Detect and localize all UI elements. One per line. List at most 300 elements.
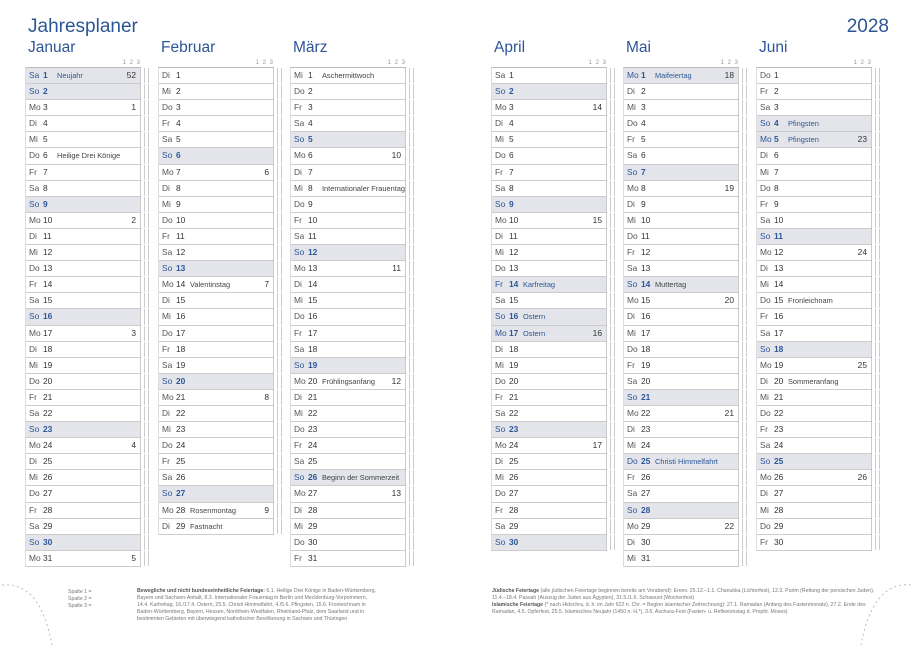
day-row[interactable] [492, 438, 606, 454]
day-cell[interactable] [624, 68, 738, 83]
day-cell[interactable] [26, 293, 140, 308]
spalte-3-cell[interactable] [614, 261, 618, 276]
day-cell[interactable] [624, 406, 738, 421]
day-row[interactable] [26, 245, 140, 261]
day-cell[interactable] [159, 519, 273, 534]
day-row[interactable] [291, 374, 405, 390]
day-cell[interactable] [159, 422, 273, 437]
day-row[interactable] [492, 213, 606, 229]
day-cell[interactable] [26, 261, 140, 276]
day-row[interactable] [492, 390, 606, 406]
day-row[interactable] [291, 181, 405, 197]
spalte-3-cell[interactable] [148, 181, 152, 196]
spalte-3-cell[interactable] [614, 486, 618, 501]
spalte-3-cell[interactable] [614, 116, 618, 131]
spalte-3-cell[interactable] [879, 293, 883, 308]
spalte-3-cell[interactable] [746, 213, 750, 228]
day-cell[interactable] [291, 454, 405, 469]
spalte-3-cell[interactable] [879, 374, 883, 389]
day-cell[interactable] [26, 181, 140, 196]
day-cell[interactable] [624, 470, 738, 485]
day-cell[interactable] [624, 551, 738, 566]
day-row[interactable] [624, 535, 738, 551]
spalte-3-cell[interactable] [281, 293, 285, 308]
day-row[interactable] [159, 438, 273, 454]
spalte-3-cell[interactable] [746, 148, 750, 163]
spalte-3-cell[interactable] [413, 293, 417, 308]
spalte-3-cell[interactable] [746, 245, 750, 260]
day-row[interactable] [159, 165, 273, 181]
day-row[interactable] [757, 309, 871, 325]
spalte-3-cell[interactable] [281, 84, 285, 99]
day-cell[interactable] [624, 358, 738, 373]
day-cell[interactable] [26, 84, 140, 99]
day-row[interactable] [291, 277, 405, 293]
day-cell[interactable] [492, 503, 606, 518]
spalte-3-cell[interactable] [148, 309, 152, 324]
spalte-3-cell[interactable] [879, 197, 883, 212]
spalte-3-cell[interactable] [148, 245, 152, 260]
spalte-3-cell[interactable] [413, 84, 417, 99]
day-row[interactable] [757, 84, 871, 100]
day-row[interactable] [492, 454, 606, 470]
day-row[interactable] [26, 100, 140, 116]
spalte-3-cell[interactable] [879, 326, 883, 341]
day-row[interactable] [26, 293, 140, 309]
day-row[interactable] [26, 132, 140, 148]
day-row[interactable] [492, 68, 606, 84]
spalte-3-cell[interactable] [413, 116, 417, 131]
spalte-3-cell[interactable] [281, 309, 285, 324]
day-cell[interactable] [291, 261, 405, 276]
day-row[interactable] [624, 503, 738, 519]
day-cell[interactable] [159, 277, 273, 292]
day-row[interactable] [492, 84, 606, 100]
spalte-3-cell[interactable] [413, 503, 417, 518]
day-row[interactable] [159, 422, 273, 438]
spalte-3-cell[interactable] [148, 358, 152, 373]
spalte-3-cell[interactable] [879, 229, 883, 244]
spalte-3-cell[interactable] [879, 422, 883, 437]
spalte-3-cell[interactable] [879, 148, 883, 163]
day-row[interactable] [291, 165, 405, 181]
day-cell[interactable] [26, 229, 140, 244]
spalte-3-cell[interactable] [281, 486, 285, 501]
spalte-3-cell[interactable] [281, 503, 285, 518]
spalte-3-cell[interactable] [746, 535, 750, 550]
spalte-3-cell[interactable] [281, 100, 285, 115]
day-cell[interactable] [624, 100, 738, 115]
day-cell[interactable] [757, 486, 871, 501]
day-cell[interactable] [624, 229, 738, 244]
day-row[interactable] [291, 116, 405, 132]
spalte-3-cell[interactable] [413, 326, 417, 341]
spalte-3-cell[interactable] [746, 422, 750, 437]
spalte-3-cell[interactable] [281, 165, 285, 180]
spalte-3-cell[interactable] [879, 245, 883, 260]
day-row[interactable] [757, 406, 871, 422]
spalte-3-cell[interactable] [879, 486, 883, 501]
day-cell[interactable] [757, 116, 871, 131]
day-cell[interactable] [624, 197, 738, 212]
day-row[interactable] [159, 277, 273, 293]
day-row[interactable] [26, 519, 140, 535]
day-row[interactable] [492, 503, 606, 519]
day-row[interactable] [624, 326, 738, 342]
day-cell[interactable] [26, 390, 140, 405]
day-row[interactable] [624, 229, 738, 245]
spalte-3-cell[interactable] [746, 84, 750, 99]
day-cell[interactable] [291, 245, 405, 260]
spalte-3-cell[interactable] [614, 245, 618, 260]
day-row[interactable] [624, 342, 738, 358]
day-cell[interactable] [26, 358, 140, 373]
spalte-3-cell[interactable] [413, 68, 417, 83]
day-row[interactable] [624, 84, 738, 100]
day-row[interactable] [291, 213, 405, 229]
spalte-3-cell[interactable] [614, 519, 618, 534]
day-row[interactable] [492, 293, 606, 309]
day-cell[interactable] [159, 406, 273, 421]
spalte-3-cell[interactable] [281, 454, 285, 469]
spalte-3-cell[interactable] [746, 358, 750, 373]
day-row[interactable] [492, 100, 606, 116]
spalte-3-cell[interactable] [614, 438, 618, 453]
spalte-3-cell[interactable] [148, 261, 152, 276]
day-cell[interactable] [492, 438, 606, 453]
spalte-3-cell[interactable] [413, 406, 417, 421]
day-row[interactable] [757, 229, 871, 245]
spalte-3-cell[interactable] [746, 503, 750, 518]
day-cell[interactable] [492, 293, 606, 308]
spalte-3-cell[interactable] [614, 358, 618, 373]
spalte-3-cell[interactable] [879, 68, 883, 83]
spalte-3-cell[interactable] [614, 309, 618, 324]
spalte-3-cell[interactable] [281, 406, 285, 421]
day-row[interactable] [26, 277, 140, 293]
day-cell[interactable] [26, 422, 140, 437]
spalte-3-cell[interactable] [413, 132, 417, 147]
spalte-3-cell[interactable] [879, 181, 883, 196]
day-row[interactable] [26, 261, 140, 277]
day-cell[interactable] [159, 84, 273, 99]
day-row[interactable] [757, 358, 871, 374]
day-cell[interactable] [291, 309, 405, 324]
spalte-3-cell[interactable] [281, 197, 285, 212]
day-row[interactable] [159, 181, 273, 197]
day-cell[interactable] [159, 197, 273, 212]
day-cell[interactable] [291, 181, 405, 196]
day-cell[interactable] [624, 213, 738, 228]
spalte-3-cell[interactable] [148, 406, 152, 421]
day-row[interactable] [291, 342, 405, 358]
day-row[interactable] [757, 68, 871, 84]
day-cell[interactable] [624, 390, 738, 405]
day-cell[interactable] [492, 374, 606, 389]
day-cell[interactable] [492, 84, 606, 99]
day-row[interactable] [159, 148, 273, 164]
day-row[interactable] [757, 326, 871, 342]
day-cell[interactable] [159, 486, 273, 501]
day-cell[interactable] [159, 165, 273, 180]
day-row[interactable] [291, 406, 405, 422]
day-row[interactable] [757, 454, 871, 470]
day-row[interactable] [492, 165, 606, 181]
day-cell[interactable] [492, 454, 606, 469]
day-cell[interactable] [26, 519, 140, 534]
spalte-3-cell[interactable] [746, 374, 750, 389]
spalte-3-cell[interactable] [614, 229, 618, 244]
day-row[interactable] [757, 486, 871, 502]
day-cell[interactable] [624, 181, 738, 196]
spalte-3-cell[interactable] [281, 229, 285, 244]
day-row[interactable] [492, 261, 606, 277]
day-row[interactable] [624, 197, 738, 213]
spalte-3-cell[interactable] [148, 100, 152, 115]
day-cell[interactable] [291, 148, 405, 163]
spalte-3-cell[interactable] [614, 148, 618, 163]
spalte-3-cell[interactable] [413, 342, 417, 357]
spalte-3-cell[interactable] [614, 197, 618, 212]
spalte-3-cell[interactable] [148, 116, 152, 131]
day-row[interactable] [159, 358, 273, 374]
day-row[interactable] [291, 438, 405, 454]
day-cell[interactable] [757, 181, 871, 196]
spalte-3-cell[interactable] [148, 486, 152, 501]
spalte-3-cell[interactable] [746, 390, 750, 405]
spalte-3-cell[interactable] [879, 535, 883, 550]
day-row[interactable] [757, 342, 871, 358]
spalte-3-cell[interactable] [281, 470, 285, 485]
spalte-3-cell[interactable] [281, 277, 285, 292]
spalte-3-cell[interactable] [879, 390, 883, 405]
day-cell[interactable] [26, 100, 140, 115]
day-cell[interactable] [291, 503, 405, 518]
spalte-3-cell[interactable] [281, 245, 285, 260]
spalte-3-cell[interactable] [281, 358, 285, 373]
spalte-3-cell[interactable] [148, 390, 152, 405]
day-cell[interactable] [492, 197, 606, 212]
day-cell[interactable] [757, 132, 871, 147]
day-row[interactable] [624, 293, 738, 309]
day-row[interactable] [291, 309, 405, 325]
day-cell[interactable] [492, 309, 606, 324]
day-row[interactable] [624, 519, 738, 535]
spalte-3-cell[interactable] [746, 229, 750, 244]
day-cell[interactable] [624, 84, 738, 99]
day-row[interactable] [492, 535, 606, 551]
day-cell[interactable] [26, 342, 140, 357]
spalte-3-cell[interactable] [614, 406, 618, 421]
spalte-3-cell[interactable] [746, 406, 750, 421]
spalte-3-cell[interactable] [281, 390, 285, 405]
spalte-3-cell[interactable] [879, 470, 883, 485]
day-row[interactable] [26, 213, 140, 229]
day-row[interactable] [757, 132, 871, 148]
day-row[interactable] [492, 132, 606, 148]
spalte-3-cell[interactable] [413, 148, 417, 163]
day-cell[interactable] [159, 229, 273, 244]
day-cell[interactable] [492, 390, 606, 405]
day-cell[interactable] [624, 148, 738, 163]
day-cell[interactable] [26, 213, 140, 228]
day-row[interactable] [159, 503, 273, 519]
day-cell[interactable] [291, 390, 405, 405]
day-cell[interactable] [624, 132, 738, 147]
day-cell[interactable] [159, 245, 273, 260]
day-cell[interactable] [291, 438, 405, 453]
day-cell[interactable] [624, 535, 738, 550]
day-row[interactable] [159, 132, 273, 148]
day-row[interactable] [624, 358, 738, 374]
day-cell[interactable] [492, 132, 606, 147]
day-cell[interactable] [291, 229, 405, 244]
spalte-3-cell[interactable] [413, 454, 417, 469]
spalte-3-cell[interactable] [281, 68, 285, 83]
day-cell[interactable] [492, 486, 606, 501]
day-cell[interactable] [291, 551, 405, 566]
day-cell[interactable] [492, 277, 606, 292]
spalte-3-cell[interactable] [148, 197, 152, 212]
day-cell[interactable] [492, 326, 606, 341]
day-cell[interactable] [159, 309, 273, 324]
day-row[interactable] [624, 406, 738, 422]
spalte-3-cell[interactable] [746, 181, 750, 196]
spalte-3-cell[interactable] [879, 116, 883, 131]
day-cell[interactable] [291, 326, 405, 341]
spalte-3-cell[interactable] [614, 277, 618, 292]
day-cell[interactable] [159, 148, 273, 163]
day-cell[interactable] [291, 197, 405, 212]
spalte-3-cell[interactable] [746, 197, 750, 212]
day-cell[interactable] [26, 438, 140, 453]
day-row[interactable] [26, 454, 140, 470]
day-cell[interactable] [624, 342, 738, 357]
day-row[interactable] [757, 148, 871, 164]
spalte-3-cell[interactable] [879, 100, 883, 115]
day-row[interactable] [624, 116, 738, 132]
day-cell[interactable] [624, 277, 738, 292]
day-row[interactable] [26, 68, 140, 84]
spalte-3-cell[interactable] [281, 326, 285, 341]
day-cell[interactable] [492, 406, 606, 421]
day-row[interactable] [492, 470, 606, 486]
day-cell[interactable] [624, 293, 738, 308]
spalte-3-cell[interactable] [413, 261, 417, 276]
spalte-3-cell[interactable] [614, 84, 618, 99]
day-row[interactable] [492, 229, 606, 245]
day-row[interactable] [291, 132, 405, 148]
day-row[interactable] [26, 503, 140, 519]
day-cell[interactable] [624, 422, 738, 437]
day-cell[interactable] [159, 261, 273, 276]
day-cell[interactable] [291, 213, 405, 228]
day-cell[interactable] [757, 454, 871, 469]
day-cell[interactable] [291, 519, 405, 534]
day-row[interactable] [492, 309, 606, 325]
day-cell[interactable] [291, 358, 405, 373]
day-row[interactable] [291, 535, 405, 551]
spalte-3-cell[interactable] [614, 422, 618, 437]
spalte-3-cell[interactable] [148, 551, 152, 566]
day-cell[interactable] [159, 374, 273, 389]
day-cell[interactable] [492, 213, 606, 228]
spalte-3-cell[interactable] [281, 342, 285, 357]
day-cell[interactable] [159, 100, 273, 115]
day-cell[interactable] [624, 309, 738, 324]
day-cell[interactable] [492, 470, 606, 485]
day-row[interactable] [159, 390, 273, 406]
day-cell[interactable] [492, 261, 606, 276]
day-row[interactable] [291, 68, 405, 84]
day-cell[interactable] [492, 148, 606, 163]
day-row[interactable] [757, 535, 871, 551]
day-cell[interactable] [26, 116, 140, 131]
day-row[interactable] [26, 486, 140, 502]
spalte-3-cell[interactable] [413, 100, 417, 115]
spalte-3-cell[interactable] [413, 245, 417, 260]
day-row[interactable] [757, 374, 871, 390]
day-row[interactable] [492, 342, 606, 358]
day-row[interactable] [291, 358, 405, 374]
day-row[interactable] [291, 148, 405, 164]
spalte-3-cell[interactable] [281, 148, 285, 163]
day-row[interactable] [159, 486, 273, 502]
spalte-3-cell[interactable] [879, 358, 883, 373]
day-row[interactable] [624, 486, 738, 502]
day-row[interactable] [159, 374, 273, 390]
spalte-3-cell[interactable] [413, 374, 417, 389]
spalte-3-cell[interactable] [879, 503, 883, 518]
day-row[interactable] [757, 503, 871, 519]
day-row[interactable] [757, 197, 871, 213]
day-row[interactable] [26, 342, 140, 358]
day-cell[interactable] [757, 293, 871, 308]
day-cell[interactable] [26, 309, 140, 324]
day-row[interactable] [159, 116, 273, 132]
spalte-3-cell[interactable] [148, 326, 152, 341]
day-cell[interactable] [757, 358, 871, 373]
day-row[interactable] [624, 181, 738, 197]
day-cell[interactable] [624, 503, 738, 518]
day-cell[interactable] [26, 374, 140, 389]
day-cell[interactable] [291, 535, 405, 550]
spalte-3-cell[interactable] [281, 116, 285, 131]
day-row[interactable] [624, 454, 738, 470]
day-cell[interactable] [159, 470, 273, 485]
day-cell[interactable] [26, 454, 140, 469]
spalte-3-cell[interactable] [746, 486, 750, 501]
day-row[interactable] [757, 470, 871, 486]
day-row[interactable] [492, 245, 606, 261]
day-row[interactable] [624, 390, 738, 406]
spalte-3-cell[interactable] [281, 261, 285, 276]
day-cell[interactable] [624, 165, 738, 180]
day-row[interactable] [492, 197, 606, 213]
day-row[interactable] [492, 358, 606, 374]
day-cell[interactable] [159, 132, 273, 147]
day-cell[interactable] [492, 229, 606, 244]
day-row[interactable] [624, 261, 738, 277]
day-row[interactable] [624, 245, 738, 261]
day-row[interactable] [291, 197, 405, 213]
spalte-3-cell[interactable] [413, 309, 417, 324]
spalte-3-cell[interactable] [281, 132, 285, 147]
day-row[interactable] [159, 197, 273, 213]
day-cell[interactable] [757, 326, 871, 341]
day-row[interactable] [26, 116, 140, 132]
day-cell[interactable] [757, 229, 871, 244]
